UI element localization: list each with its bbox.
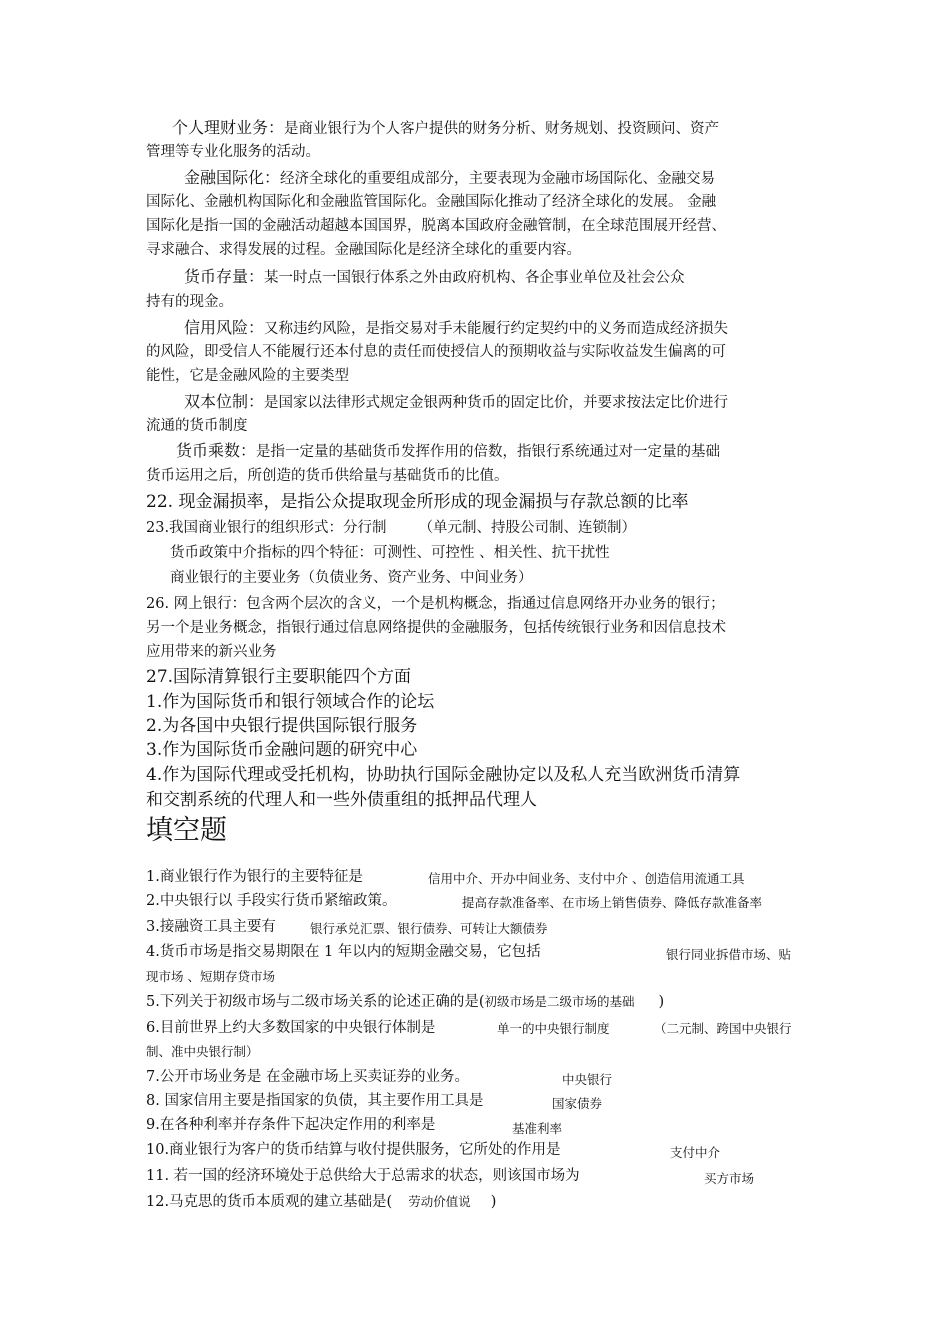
definition-bimetallism-line2: 流通的货币制度: [146, 418, 248, 434]
definition-text: 经济全球化的重要组成部分，主要表现为金融市场国际化、金融交易: [280, 171, 716, 187]
term-label: 个人理财业务：: [172, 118, 285, 137]
definition-fin-intl-line2: 国际化、金融机构国际化和金融监管国际化。金融国际化推动了经济全球化的发展。 金融: [146, 194, 717, 210]
term-label: 金融国际化：: [184, 168, 281, 187]
definition-credit-risk-line3: 能性，它是金融风险的主要类型: [146, 368, 349, 384]
definition-text: 某一时点一国银行体系之外由政府机构、各企事业单位及社会公众: [264, 270, 685, 286]
term-label: 货币存量：: [184, 267, 265, 286]
bis-function-4-line1: 4.作为国际代理或受托机构，协助执行国际金融协定以及私人充当欧洲货币清算: [146, 765, 741, 785]
answer-6: 单一的中央银行制度: [497, 1021, 610, 1036]
definition-fin-intl-line3: 国际化是指一国的金融活动超越本国国界，脱离本国政府金融管制，在全球范围展开经营、: [146, 218, 726, 234]
answer-4: 银行同业拆借市场、贴: [666, 947, 792, 962]
definition-money-stock-line1: [184, 267, 685, 288]
question-1: 1.商业银行作为银行的主要特征是: [146, 869, 363, 885]
definition-fin-intl-line1: [184, 168, 715, 189]
question-4: 4.货币市场是指交易期限在 1 年以内的短期金融交易，它包括: [146, 944, 541, 960]
question-5-text: 5.下列关于初级市场与二级市场关系的论述正确的是(: [146, 994, 485, 1010]
question-3: 3.接融资工具主要有: [146, 919, 276, 935]
definition-text: 是商业银行为个人客户提供的财务分析、财务规划、投资顾问、资产: [284, 121, 720, 137]
item-23-main: 23.我国商业银行的组织形式：分行制: [146, 520, 387, 536]
definition-text: 是指一定量的基础货币发挥作用的倍数，指银行系统通过对一定量的基础: [256, 444, 721, 460]
definition-credit-risk-line2: 的风险，即受信人不能履行还本付息的责任而使授信人的预期收益与实际收益发生偏离的可: [146, 344, 726, 360]
term-label: 双本位制：: [184, 392, 265, 411]
term-label: 信用风险：: [184, 318, 265, 337]
definition-personal-finance-line1: [172, 118, 719, 139]
bis-function-1: 1.作为国际货币和银行领域合作的论坛: [146, 692, 435, 712]
term-label: 货币乘数：: [176, 441, 257, 460]
item-26-line1: 26. 网上银行：包含两个层次的含义，一个是机构概念，指通过信息网络开办业务的银行；: [146, 596, 725, 612]
item-26-line2: 另一个是业务概念，指银行通过信息网络提供的金融服务，包括传统银行业务和因信息技术: [146, 620, 726, 636]
question-12-close: ): [490, 1194, 497, 1210]
item-23: [146, 518, 636, 538]
definition-multiplier-line1: [176, 441, 720, 462]
item-26-line3: 应用带来的新兴业务: [146, 644, 277, 660]
item-24: 货币政策中介指标的四个特征：可测性、可控性 、相关性、抗干扰性: [170, 545, 610, 561]
definition-personal-finance-line2: 管理等专业化服务的活动。: [146, 144, 320, 160]
question-7: 7.公开市场业务是 在金融市场上买卖证券的业务。: [146, 1069, 469, 1085]
bis-function-4-line2: 和交割系统的代理人和一些外债重组的抵押品代理人: [146, 790, 537, 810]
section-heading-fill-blanks: 填空题: [146, 815, 227, 846]
answer-11: 买方市场: [704, 1171, 755, 1186]
answer-4-cont: 现市场 、短期存贷市场: [146, 969, 275, 984]
answer-5: 初级市场是二级市场的基础: [484, 994, 635, 1009]
question-6: 6.目前世界上约大多数国家的中央银行体制是: [146, 1020, 436, 1036]
answer-7: 中央银行: [562, 1072, 613, 1087]
answer-8: 国家债券: [552, 1096, 603, 1111]
item-23-options: （单元制、持股公司制、连锁制）: [418, 520, 637, 536]
item-25: 商业银行的主要业务（负债业务、资产业务、中间业务）: [170, 570, 533, 586]
definition-text: 又称违约风险，是指交易对手未能履行约定契约中的义务而造成经济损失: [264, 321, 729, 337]
answer-1: 信用中介、开办中间业务、支付中介 、创造信用流通工具: [428, 871, 745, 886]
question-11: 11. 若一国的经济环境处于总供给大于总需求的状态，则该国市场为: [146, 1168, 580, 1184]
question-9: 9.在各种利率并存条件下起决定作用的利率是: [146, 1117, 436, 1133]
definition-multiplier-line2: 货币运用之后，所创造的货币供给量与基础货币的比值。: [146, 468, 509, 484]
answer-10: 支付中介: [670, 1145, 721, 1160]
definition-fin-intl-line4: 寻求融合、求得发展的过程。金融国际化是经济全球化的重要内容。: [146, 242, 581, 258]
answer-6-options-cont: 制、准中央银行制）: [146, 1044, 259, 1059]
bis-title: 27.国际清算银行主要职能四个方面: [146, 667, 412, 687]
bis-function-2: 2.为各国中央银行提供国际银行服务: [146, 716, 418, 736]
answer-12: 劳动价值说: [408, 1194, 471, 1209]
question-5: [146, 992, 664, 1012]
answer-9: 基准利率: [512, 1121, 563, 1136]
definition-text: 是国家以法律形式规定金银两种货币的固定比价，并要求按法定比价进行: [264, 395, 729, 411]
question-8: 8. 国家信用主要是指国家的负债，其主要作用工具是: [146, 1093, 484, 1109]
question-10: 10.商业银行为客户的货币结算与收付提供服务，它所处的作用是: [146, 1142, 561, 1158]
definition-credit-risk-line1: [184, 318, 728, 339]
answer-6-options: （二元制、跨国中央银行: [654, 1021, 792, 1036]
definition-bimetallism-line1: [184, 392, 728, 413]
question-5-close: ): [658, 994, 665, 1010]
definition-money-stock-line2: 持有的现金。: [146, 294, 233, 310]
answer-2: 提高存款准备率、在市场上销售债券、降低存款准备率: [462, 895, 763, 910]
bis-function-3: 3.作为国际货币金融问题的研究中心: [146, 740, 418, 760]
answer-3: 银行承兑汇票、银行债券、可转让大额债券: [310, 921, 548, 936]
question-12-text: 12.马克思的货币本质观的建立基础是(: [146, 1194, 393, 1210]
question-12: [146, 1192, 496, 1212]
item-22: 22. 现金漏损率，是指公众提取现金所形成的现金漏损与存款总额的比率: [146, 492, 689, 512]
question-2: 2.中央银行以 手段实行货币紧缩政策。: [146, 893, 397, 909]
